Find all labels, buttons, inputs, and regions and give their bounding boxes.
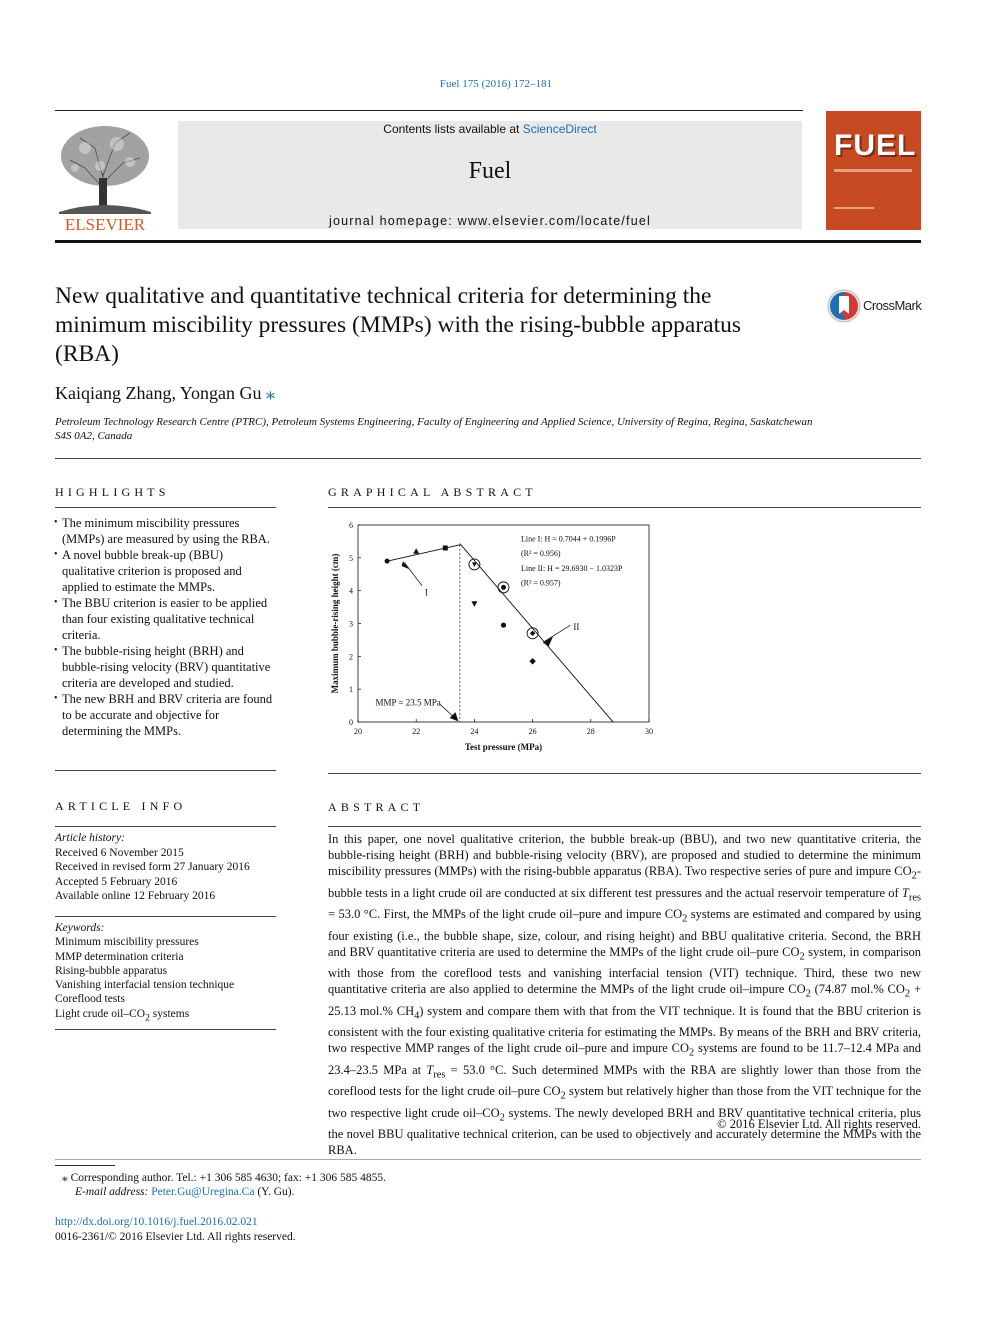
point-triangle-down: [471, 601, 477, 607]
email-link[interactable]: Peter.Gu@Uregina.Ca: [151, 1186, 255, 1198]
elsevier-logo[interactable]: [55, 118, 155, 234]
corresponding-author-mark[interactable]: ⁎: [265, 383, 275, 403]
highlights-list: [55, 515, 278, 739]
authors: [55, 383, 275, 404]
arrowhead-line-i: [402, 561, 409, 569]
keyword: MMP determination criteria: [55, 950, 184, 963]
copyright: © 2016 Elsevier Ltd. All rights reserved.: [717, 1117, 921, 1131]
fit-line-i: [387, 545, 460, 561]
divider: [328, 507, 921, 508]
keyword: Rising-bubble apparatus: [55, 964, 168, 977]
x-tick-label: 28: [586, 727, 595, 736]
keyword: Vanishing interfacial tension technique: [55, 979, 235, 992]
point-inner-diamond: [530, 631, 535, 636]
journal-homepage[interactable]: journal homepage: www.elsevier.com/locate/fuel: [328, 214, 651, 228]
abstract-text: In this paper, one novel qualitative criterion, the bubble break-up (BBU), and two new quantitative criteria, the bubble-rising height (BRH) and bubble-rising velocity (BRV), are proposed and studied to determine the minimum miscibility pressures (MMPs) with the rising-bubble apparatus (RBA). Two respective series of pure and impure $CO_2$-bubble tests in a light crude oil are conducted at six different test pressures and the actual reservoir temperature of $T_{res} = 53.0$ °C. First, the MMPs of the light crude oil–pure and impure $CO_2$ systems are estimated and compared by using four existing (i.e., the bubble shape, size, colour, and rising height) and BBU qualitative criteria. Second, the BRH and BRV quantitative criteria are used to determine the MMPs of the light crude oil–pure $CO_2$ system, in comparison with those from the coreflood tests and vanishing interfacial tension (VIT) technique. Third, these two new quantitative criteria are also applied to determine the MMPs of the light crude oil–impure $CO_2$ (74.87 mol.% $CO_2 + 25.13$ mol.% $CH_4$) system and compare them with that from the VIT technique. It is found that the BBU criterion is consistent with the four existing qualitative criteria for estimating the MMPs. By means of the BRH and BRV criteria, two respective MMP ranges of the light crude oil–pure and impure $CO_2$ systems are found to be 11.7–12.4 MPa and 23.4–23.5 MPa at $T_{res} = 53.0$ °C. Such determined MMPs with the RBA are slightly lower than those from the coreflood tests for the light crude oil–pure $CO_2$ system but relatively higher than those from the VIT technique for the two respective light crude oil–$CO_2$ systems. The newly developed BRH and BRV quantitative technical criteria, plus the novel BBU qualitative technical criterion, can be used to objectively and accurately determine the MMPs with the RBA.: [328, 832, 922, 1157]
y-tick-label: 2: [349, 652, 353, 662]
contents-line: [178, 122, 802, 136]
line-ii-equation: Line II: H = 29.6930 − 1.0323P: [520, 563, 623, 573]
y-tick-label: 4: [349, 586, 353, 596]
x-axis-label: Test pressure (MPa): [464, 742, 543, 752]
label-line-ii: II: [573, 622, 580, 633]
point-hexagon: [501, 623, 506, 628]
cover-decoration: [834, 169, 912, 172]
divider: [55, 916, 276, 917]
divider: [55, 1165, 115, 1166]
highlight-item: • The minimum miscibility pressures (MMPs) are measured by using the RBA.: [55, 515, 278, 547]
y-tick-label: 6: [349, 521, 353, 530]
x-tick-label: 26: [528, 727, 537, 736]
abstract-heading: ABSTRACT: [328, 800, 425, 814]
x-tick-label: 20: [354, 727, 362, 736]
arrowhead-mmp: [450, 712, 459, 721]
paper-title: New qualitative and quantitative technical criteria for determining the minimum miscibility pressures (MMPs) with the rising-bubble apparatus (RBA): [55, 283, 741, 367]
highlight-item: • The new BRH and BRV criteria are found to be accurate and objective for determining the MMPs.: [55, 691, 278, 739]
arrow-line-ii: [544, 625, 570, 641]
mmp-label: MMP = 23.5 MPa: [375, 697, 441, 708]
point-inner-triangle: [472, 562, 477, 567]
top-rule: [55, 110, 803, 111]
chart-annotations: [375, 534, 623, 721]
divider: [55, 770, 276, 771]
highlights-heading: HIGHLIGHTS: [55, 485, 170, 499]
email-label: E-mail address:: [75, 1186, 149, 1198]
y-tick-label: 1: [349, 685, 353, 695]
label-line-i: I: [424, 587, 428, 598]
online-date: Available online 12 February 2016: [55, 890, 216, 902]
keywords: [55, 921, 234, 1025]
journal-name: Fuel: [468, 158, 512, 184]
cover-decoration: [834, 207, 874, 209]
point-triangle-up: [413, 548, 419, 554]
keyword: Minimum miscibility pressures: [55, 936, 199, 949]
crossmark-badge[interactable]: [826, 288, 922, 324]
highlight-item: • The bubble-rising height (BRH) and bubble-rising velocity (BRV) quantitative criteria are developed and studied.: [55, 643, 278, 691]
revised-date: Received in revised form 27 January 2016: [55, 861, 250, 873]
point-square: [443, 545, 448, 550]
line-i-equation: Line I: H = 0.7044 + 0.1996P: [520, 534, 616, 544]
crossmark-label: CrossMark: [863, 298, 922, 313]
x-tick-label: 30: [645, 727, 653, 736]
elsevier-tree-icon: [55, 118, 155, 234]
x-tick-label: 22: [412, 727, 421, 736]
point-inner-circle: [501, 585, 506, 590]
crossmark-icon: [826, 288, 862, 324]
highlight-item: • The BBU criterion is easier to be applied than four existing qualitative technical criteria.: [55, 595, 278, 643]
chart-ticks: [330, 521, 653, 752]
header-rule: [55, 240, 921, 243]
keyword: Coreflood tests: [55, 993, 125, 1006]
y-tick-label: 0: [349, 718, 353, 727]
divider: [328, 826, 921, 827]
email-line: E-mail address: Peter.Gu@Uregina.Ca (Y. Gu).: [75, 1186, 295, 1198]
doi-link[interactable]: http://dx.doi.org/10.1016/j.fuel.2016.02.021: [55, 1216, 258, 1228]
article-info-heading: ARTICLE INFO: [55, 799, 187, 813]
y-tick-label: 5: [349, 553, 353, 563]
highlight-item: • A novel bubble break-up (BBU) qualitative criterion is proposed and applied to estimate the MMPs.: [55, 547, 278, 595]
divider: [55, 507, 276, 508]
cover-title: FUEL: [834, 129, 917, 162]
history-label: Article history:: [55, 832, 125, 844]
keyword: Light crude oil–$CO_2$ systems: [55, 1007, 190, 1024]
y-axis-label: Maximum bubble-rising height (cm): [330, 553, 340, 694]
point-diamond: [529, 658, 535, 664]
y-tick-label: 3: [349, 619, 353, 629]
contents-prefix: Contents lists available at: [383, 122, 523, 136]
divider: [55, 458, 921, 459]
line-ii-r2: (R² = 0.957): [520, 578, 561, 588]
sciencedirect-link[interactable]: ScienceDirect: [522, 122, 597, 136]
author-names[interactable]: Kaiqiang Zhang, Yongan Gu: [55, 383, 262, 403]
elsevier-wordmark: ELSEVIER: [64, 215, 146, 234]
chart-points: [385, 545, 538, 664]
divider: [55, 826, 276, 827]
divider: [55, 1159, 921, 1160]
journal-cover[interactable]: [826, 111, 921, 230]
accepted-date: Accepted 5 February 2016: [55, 875, 178, 888]
graphical-abstract-chart[interactable]: [328, 512, 658, 762]
line-i-r2: (R² = 0.956): [520, 549, 561, 559]
point-circle: [385, 559, 390, 564]
arrow-line-i: [405, 563, 422, 586]
divider: [55, 1029, 276, 1030]
affiliation: Petroleum Technology Research Centre (PTRC), Petroleum Systems Engineering, Faculty of Engineering and Applied Science, University of Regina, Regina, Saskatchewan S4S 0A2, Canada: [55, 416, 813, 442]
chart-svg: [328, 512, 658, 762]
keywords-label: Keywords:: [55, 922, 105, 934]
corresponding-author-note: ⁎ Corresponding author. Tel.: +1 306 585 4630; fax: +1 306 585 4855.: [62, 1172, 387, 1184]
issn: 0016-2361/© 2016 Elsevier Ltd. All rights reserved.: [55, 1231, 296, 1243]
received-date: Received 6 November 2015: [55, 846, 184, 859]
graphical-abstract-heading: GRAPHICAL ABSTRACT: [328, 485, 537, 499]
divider: [328, 773, 921, 774]
article-history: [55, 831, 250, 904]
x-tick-label: 24: [470, 727, 479, 736]
journal-citation[interactable]: Fuel 175 (2016) 172–181: [439, 78, 553, 90]
